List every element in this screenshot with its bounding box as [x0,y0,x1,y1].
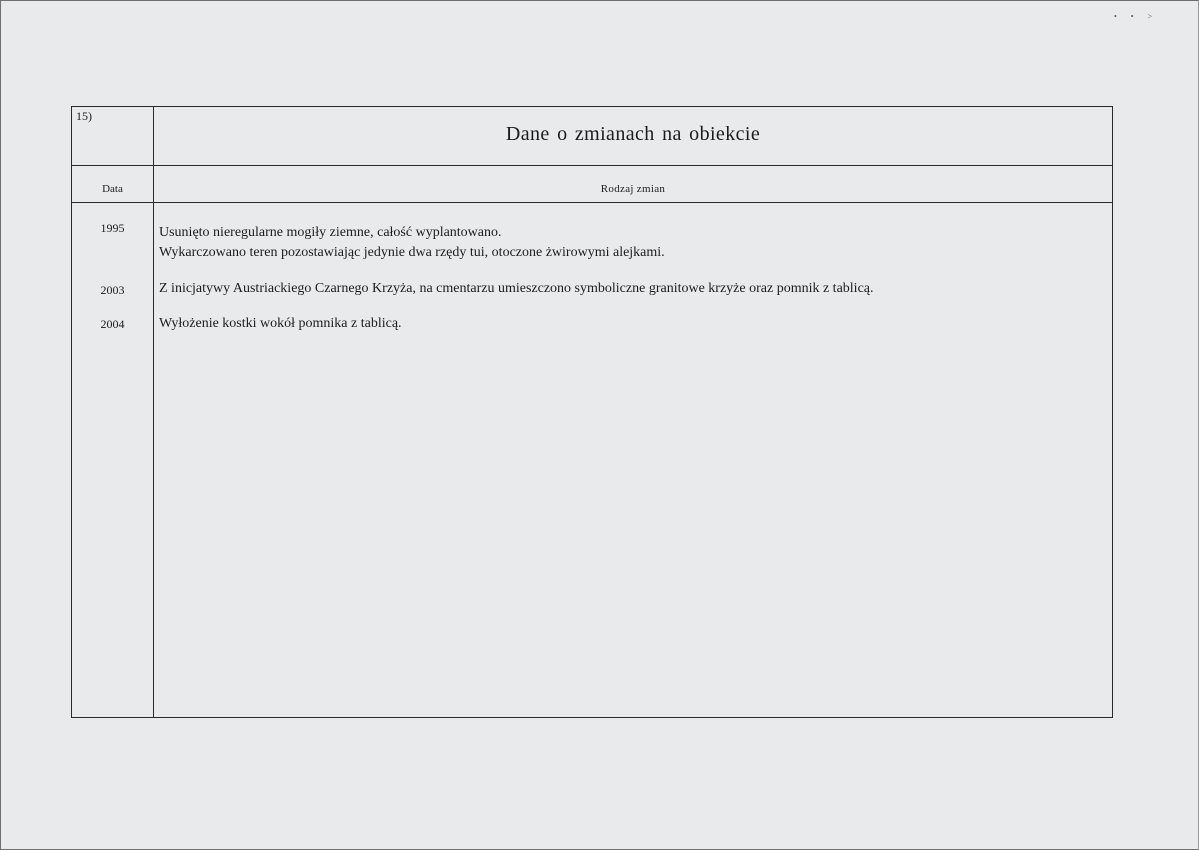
column-header-kind: Rodzaj zmian [600,183,666,195]
row-date-2003: 2003 [100,283,125,297]
column-divider [153,107,154,717]
row-text-1995 [159,223,665,263]
column-header-date: Data [102,183,123,195]
row-line: Wykarczowano teren pozostawiając jedynie dwa rzędy tui, otoczone żwirowymi alejkami. [159,245,665,260]
row-date-1995: 1995 [100,221,125,235]
changes-form-table [71,106,1113,718]
row-line: Wyłożenie kostki wokół pomnika z tablicą. [159,316,402,331]
row-line: Z inicjatywy Austriackiego Czarnego Krzyża, na cmentarzu umieszczono symboliczne granitowe krzyże oraz pomnik z tablicą. [159,281,874,296]
row-line: Usunięto nieregularne mogiły ziemne, całość wyplantowano. [159,225,502,240]
section-number: 15) [76,109,92,123]
row-date-2004: 2004 [100,317,125,331]
section-title: Dane o zmianach na obiekcie [505,123,761,145]
header-divider [72,202,1112,203]
title-divider [72,165,1112,166]
scan-marks: • • ˃ [1114,12,1159,21]
row-text-2003 [159,279,874,299]
row-text-2004 [159,314,402,334]
